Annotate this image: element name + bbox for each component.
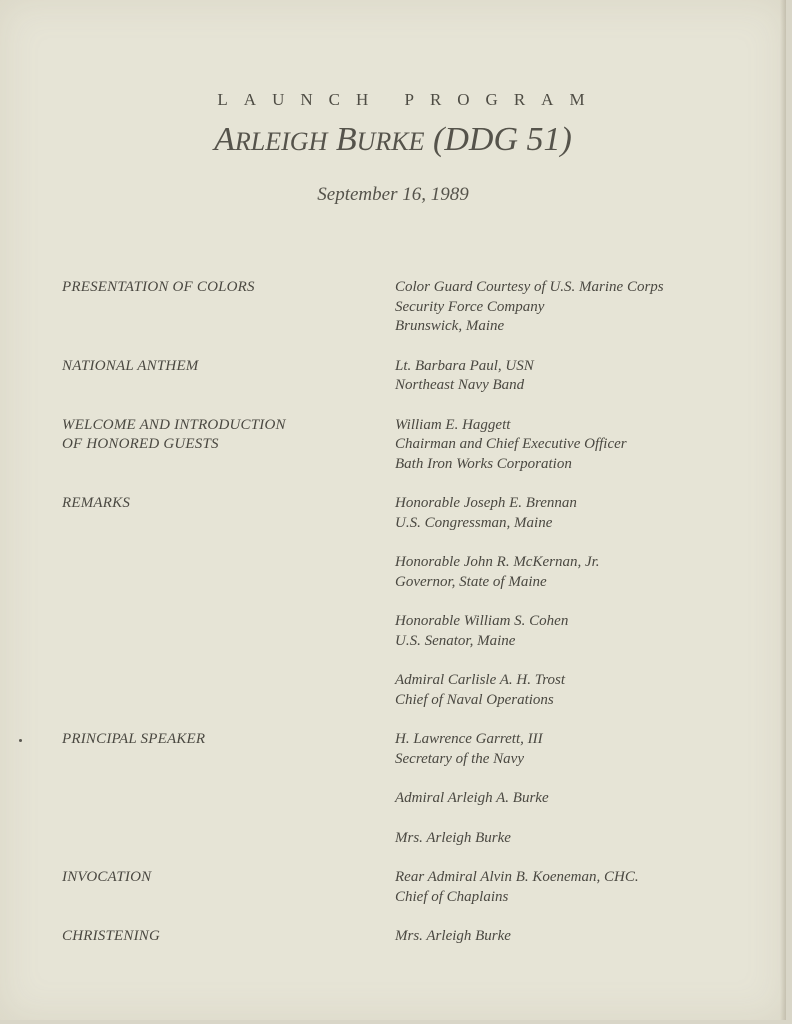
program-kicker: LAUNCH PROGRAM <box>217 90 601 109</box>
program-item-label-line: OF HONORED GUESTS <box>62 436 219 452</box>
program-item-label-line: NATIONAL ANTHEM <box>62 357 199 374</box>
paper-edge-shadow <box>780 0 786 1020</box>
participant-line: Northeast Navy Band <box>395 377 525 393</box>
program-item-participants <box>395 494 755 710</box>
participant-line: Governor, State of Maine <box>395 573 547 590</box>
program-item-label <box>62 494 362 514</box>
participant-entry <box>395 416 755 475</box>
participant-line: Mrs. Arleigh Burke <box>395 829 511 846</box>
participant-entry <box>395 494 755 533</box>
program-item-label <box>62 416 362 455</box>
participant-line: Chairman and Chief Executive Officer <box>395 436 627 452</box>
program-item-label-line: INVOCATION <box>62 869 152 885</box>
participant-line: Admiral Arleigh A. Burke <box>395 790 549 806</box>
participant-line: Honorable Joseph E. Brennan <box>395 495 577 511</box>
program-item-label-line: REMARKS <box>62 495 131 511</box>
participant-line: U.S. Senator, Maine <box>395 632 516 649</box>
paper-speck <box>19 739 22 742</box>
program-item-label <box>62 730 362 750</box>
program-item-label-line: WELCOME AND INTRODUCTION <box>62 416 286 433</box>
participant-entry <box>395 278 755 337</box>
participant-line: Rear Admiral Alvin B. Koeneman, CHC. <box>395 869 639 885</box>
program-item-participants <box>395 278 755 337</box>
participant-line: Chief of Chaplains <box>395 888 509 905</box>
participant-line: Security Force Company <box>395 298 545 315</box>
participant-line: William E. Haggett <box>395 416 511 433</box>
program-item-label <box>62 278 362 298</box>
participant-line: Lt. Barbara Paul, USN <box>395 357 534 374</box>
participant-line: Chief of Naval Operations <box>395 691 554 708</box>
participant-line: Admiral Carlisle A. H. Trost <box>395 672 566 688</box>
participant-line: Secretary of the Navy <box>395 750 524 767</box>
program-item-label <box>62 357 362 377</box>
program-item-participants <box>395 730 755 848</box>
participant-line: Color Guard Courtesy of U.S. Marine Corps <box>395 279 664 295</box>
program-item-participants <box>395 927 755 947</box>
participant-entry <box>395 553 755 592</box>
participant-entry <box>395 789 755 809</box>
program-item-label <box>62 868 362 888</box>
participant-entry <box>395 612 755 651</box>
participant-entry <box>395 927 755 947</box>
program-date: September 16, 1989 <box>317 184 469 205</box>
program-item-participants <box>395 868 755 907</box>
program-item-label-line: CHRISTENING <box>62 928 161 944</box>
participant-entry <box>395 868 755 907</box>
program-item-label-line: PRESENTATION OF COLORS <box>62 279 255 295</box>
participant-entry <box>395 357 755 396</box>
program-item-participants <box>395 357 755 396</box>
participant-line: U.S. Congressman, Maine <box>395 514 553 531</box>
participant-line: Honorable John R. McKernan, Jr. <box>395 554 600 570</box>
participant-entry <box>395 829 755 849</box>
program-title: ARLEIGH BURKE (DDG 51) <box>214 121 572 158</box>
program-item-label <box>62 927 362 947</box>
participant-line: Mrs. Arleigh Burke <box>395 928 511 944</box>
participant-line: Bath Iron Works Corporation <box>395 455 572 472</box>
participant-entry <box>395 671 755 710</box>
program-item-participants <box>395 416 755 475</box>
program-item-label-line: PRINCIPAL SPEAKER <box>62 731 206 747</box>
participant-line: Brunswick, Maine <box>395 318 505 334</box>
participant-line: H. Lawrence Garrett, III <box>395 731 543 747</box>
participant-line: Honorable William S. Cohen <box>395 613 569 629</box>
participant-entry <box>395 730 755 769</box>
